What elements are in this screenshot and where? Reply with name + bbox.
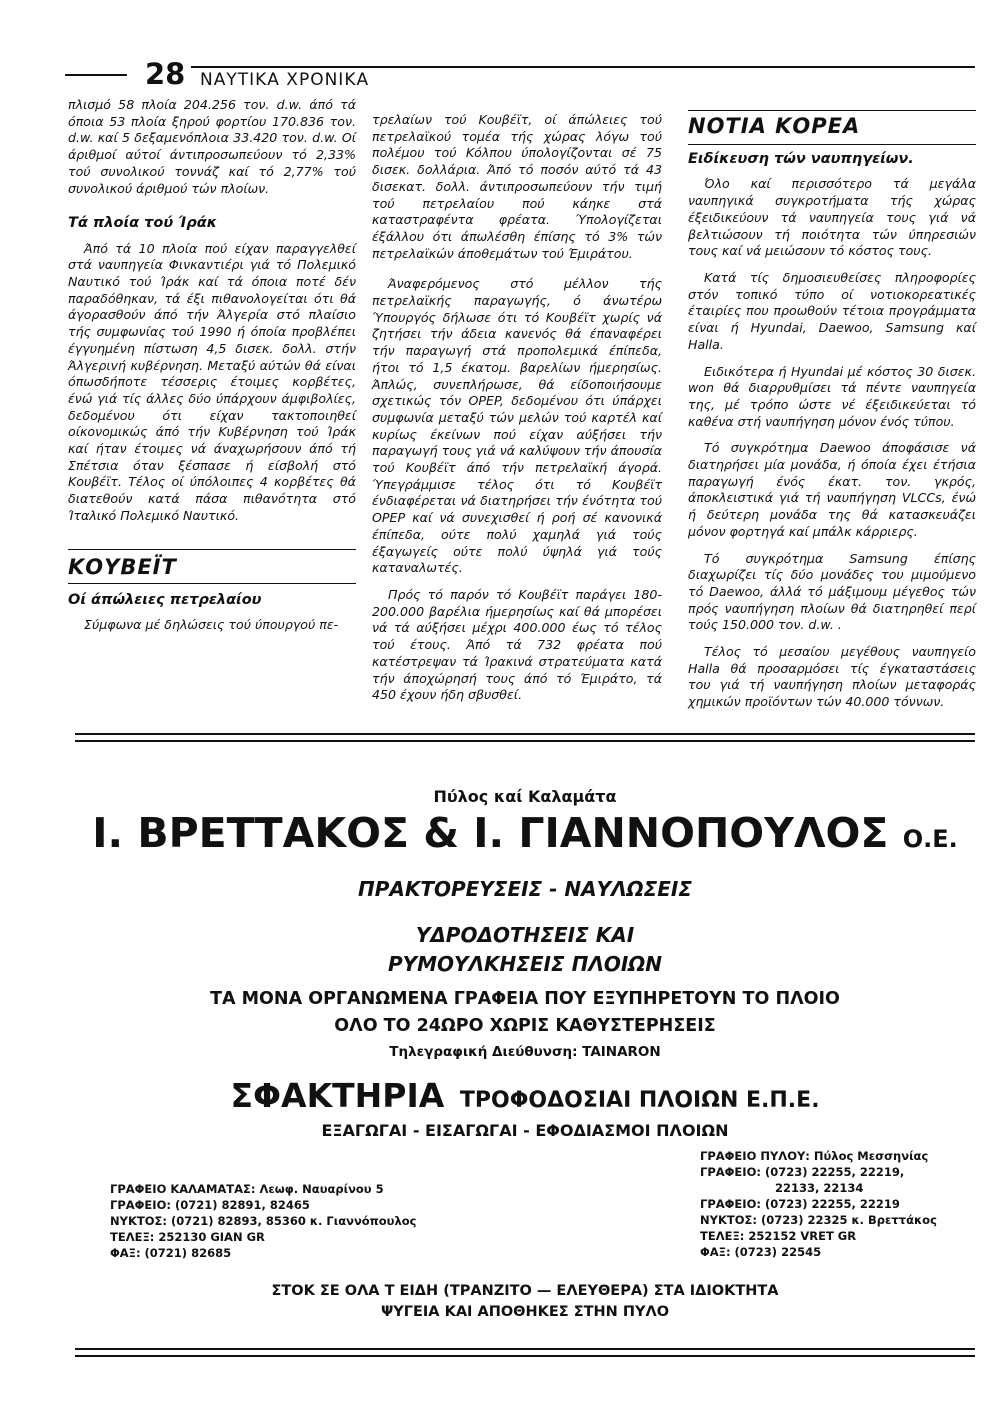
intro-paragraph: πλισμό 58 πλοία 204.256 τον. d.w. άπό τά όποια 53 πλοία ξηρού φορτίου 170.836 τον. d.w. καί 5 δεξαμενόπλοια 33.420 τον. d.w. Οί άριθμοί αύτοί άντιπροσωπεύουν τό 2,33% τού συνολικού τοννάζ καί τό 2,77% τού συνολικού άριθμού τών πλοίων. bbox=[68, 97, 356, 196]
kuwait-paragraph-2: τρελαίων τού Κουβέϊτ, οί άπώλειες τού πετρελαϊκού τομέα τής χώρας λόγω τού πολέμου τού Κόλπου ύπολογίζονται σέ 75 δισεκ. δολλάρια. Άπό τό ποσόν αύτό τά 43 δισεκατ. δολλ. άντιπροσωπεύουν τήν τιμή τού πετρελαίου πού κάηκε στά καταστραφέντα φρέατα. Ύπολογίζεται έξάλλου ότι άπωλέσθη έπίσης τό 3% τών πετρελαϊκών άποθεμάτων τού Έμιράτου. bbox=[372, 112, 662, 261]
iraq-paragraph: Άπό τά 10 πλοία πού είχαν παραγγελθεί στά ναυπηγεία Φινκαντιέρι γιά τό Πολεμικό Ναυτικό τού Ίράκ καί τά όποια ποτέ δέν παραδόθηκαν, τά έξι πιθανολογείται ότι θά άγορασθούν άπό τήν Άλγερία στό πλαίσιο τής συμφωνίας τού 1990 ή όποία προβλέπει έγγυημένη πίστωση 4,5 δισεκ. δολλ. στήν Άλγεριvή κυβέρνηση. Μεταξύ αύτών θά είναι όπωσδήποτε τέσσερις έτοιμες κορβέτες, ένώ γιά τίς άλλες δύο ύπάρχουν άμφιβολίες, δεδομένου ότι είχαν τακτοποιηθεί οίκονομικώς άπό τήν Κυβέρνηση τού Ίράκ καί ήταν έτοιμες νά άναχωρήσουν άπό τή Σπέτσια όταν ξέσπασε ή είσβολή στό Κουβέϊτ. Τέλος οί ύπόλοιπες 4 κορβέτες θά διατεθούν κατά πάσα πιθανότητα στό Ίταλικό Πολεμικό Ναυτικό. bbox=[68, 240, 356, 523]
pylos-line-2: ΓΡΑΦΕΙΟ: (0723) 22255, 22219, bbox=[700, 1165, 905, 1179]
ad-brand-line bbox=[75, 1077, 975, 1115]
ad-top-double-rule bbox=[75, 733, 975, 742]
korea-paragraph-4: Τό συγκρότημα Daewoo άποφάσισε νά διατηρήσει μία μονάδα, ή όποία έχει έτήσια παραγωγή ένός έκατ. τον. γκρός, άποκλειστικά γιά τή ναυπήγηση VLCCs, ένώ ή δεύτερη μονάδα της θά κατασκευάζει μόνον φορτηγά καί μπάλκ κάρριερς. bbox=[688, 440, 976, 539]
pylos-line-4: ΓΡΑΦΕΙΟ: (0723) 22255, 22219 bbox=[700, 1197, 900, 1211]
column-2 bbox=[372, 112, 662, 714]
kalamata-line-5: ΦΑΞ: (0721) 82685 bbox=[110, 1246, 232, 1260]
ad-stock-2: ΨΥΓΕΙΑ ΚΑΙ ΑΠΟΘΗΚΕΣ ΣΤΗΝ ΠΥΛΟ bbox=[380, 1304, 670, 1320]
kuwait-paragraph-3: Άναφερόμενος στό μέλλον τής πετρελαϊκής παραγωγής, ό άνωτέρω Ύπουργός δήλωσε ότι τό Κουβέϊτ χωρίς νά ζητήσει τήν άδεια κανενός θά έπαναφέρει τήν παραγωγή στά προπολεμικά έπίπεδα, ήτοι τό 1,5 έκατομ. βαρελίων ήμερησίως. Άπλώς, συνεπλήρωσε, θά είδοποιήσουμε σχετικώς τόν OPEP, δεδομένου ότι ύπάρχει συμφωνία μεταξύ τών μελών τού καρτέλ καί κυρίως έκείνων πού είχαν αύξήσει τήν παραγωγή τους γιά νά καλύψουν τήν άπουσία τού Κουβέϊτ άπό τήν πετρελαϊκή άγορά. Ύπεγράμμισε τέλος ότι τό Κουβέϊτ ένδιαφέρεται νά διατηρήσει τήν ένότητα τού OPEP καί νά συνεχισθεί ή ροή σέ κανονικά έπίπεδα, ούτε πολύ χαμηλά γιά τούς έξαγωγείς ούτε πολύ ύψηλά γιά τούς καταναλωτές. bbox=[372, 276, 662, 576]
pylos-line-3: 22133, 22134 bbox=[775, 1181, 864, 1195]
ad-brand: ΣΦΑΚΤΗΡΙΑ bbox=[230, 1076, 445, 1115]
ad-services-3: ΡΥΜΟΥΛΚΗΣΕΙΣ ΠΛΟΙΩΝ bbox=[387, 952, 663, 976]
publication-name: ΝΑΥΤΙΚΑ ΧΡΟΝΙΚΑ bbox=[200, 70, 370, 90]
ad-services-1: ΠΡΑΚΤΟΡΕΥΣΕΙΣ - ΝΑΥΛΩΣΕΙΣ bbox=[357, 877, 693, 901]
korea-title: ΝΟΤΙΑ ΚΟΡΕΑ bbox=[688, 114, 861, 138]
korea-paragraph-3: Ειδικότερα ή Hyundai μέ κόστος 30 δισεκ. won θά διαρρυθμίσει τά πέντε ναυπηγεία της, μέ τρόπο ώστε νέ έξειδικεύεται τό καθένα στή ναυπήγηση μόνον ένός τύπου. bbox=[688, 363, 976, 429]
ad-pylos-office bbox=[700, 1148, 937, 1260]
korea-subheading: Ειδίκευση τών ναυπηγείων. bbox=[688, 151, 914, 168]
kuwait-paragraph-4: Πρός τό παρόν τό Κουβέϊτ παράγει 180-200.000 βαρέλια ήμερησίως καί θά μπορέσει νά τά αύξήσει μέχρι 400.000 έως τό τέλος τού έτους. Άπό τά 732 φρέατα πού κατέστρεψαν τά Ίρακινά στρατεύματα κατά τήν άποχώρησή τους άπό τό Έμιράτο, τά 450 έχουν ήδη σβυσθεί. bbox=[372, 586, 662, 703]
korea-top-rule bbox=[688, 110, 976, 111]
kalamata-line-4: ΤΕΛΕΞ: 252130 GIAN GR bbox=[110, 1230, 265, 1244]
column-3 bbox=[688, 110, 976, 721]
column-1 bbox=[68, 97, 356, 644]
iraq-subheading: Τά πλοία τού Ίράκ bbox=[68, 215, 218, 232]
pylos-line-6: ΤΕΛΕΞ: 252152 VRET GR bbox=[700, 1229, 857, 1243]
ad-trade: ΕΞΑΓΩΓΑΙ - ΕΙΣΑΓΩΓΑΙ - ΕΦΟΔΙΑΣΜΟΙ ΠΛΟΙΩΝ bbox=[321, 1121, 729, 1140]
kuwait-title: ΚΟΥΒΕΪΤ bbox=[68, 554, 177, 579]
korea-paragraph-1: Όλο καί περισσότερο τά μεγάλα ναυπηγικά συγκροτήματα τής χώρας έξειδικεύουν τά ναυπηγεία τους γιά νά βελτιώσουν τή ποιότητα τών ύπηρεσιών τους καί νά μειώσουν τό κόστος τους. bbox=[688, 176, 976, 259]
ad-bottom-double-rule bbox=[75, 1348, 975, 1357]
pylos-line-5: ΝΥΚΤΟΣ: (0723) 22325 κ. Βρεττάκος bbox=[700, 1213, 937, 1227]
ad-tagline-1: ΤΑ ΜΟΝΑ ΟΡΓΑΝΩΜΕΝΑ ΓΡΑΦΕΙΑ ΠΟΥ ΕΞΥΠΗΡΕΤΟΥΝ ΤΟ ΠΛΟΙΟ bbox=[210, 989, 840, 1009]
ad-stock-1: ΣΤΟΚ ΣΕ ΟΛΑ Τ ΕΙΔΗ (ΤΡΑΝΖΙΤΟ — ΕΛΕΥΘΕΡΑ) ΣΤΑ ΙΔΙΟΚΤΗΤΑ bbox=[271, 1283, 779, 1299]
page-number: 28 bbox=[145, 57, 186, 91]
ad-telegraph: Τηλεγραφική Διεύθυνση: TAINARON bbox=[389, 1044, 661, 1060]
kuwait-section-header bbox=[68, 549, 356, 584]
kuwait-paragraph: Σύμφωνα μέ δηλώσεις τού ύπουργού πε- bbox=[84, 617, 339, 633]
kalamata-line-2: ΓΡΑΦΕΙΟ: (0721) 82891, 82465 bbox=[110, 1198, 310, 1212]
kalamata-line-3: ΝΥΚΤΟΣ: (0721) 82893, 85360 κ. Γιαννόπουλος bbox=[110, 1214, 417, 1228]
korea-bottom-rule bbox=[688, 144, 976, 145]
korea-paragraph-5: Τό συγκρότημα Samsung έπίσης διαχωρίζει τίς δύο μονάδες του μιμούμενο τό Daewoo, άλλά τό μάξιμουμ μέγεθος τών πρός ναυπήγηση πλοίων θά διατηρηθεί περί τούς 150.000 τον. d.w. . bbox=[688, 550, 976, 633]
ad-brand-rest: ΤΡΟΦΟΔΟΣΙΑΙ ΠΛΟΙΩΝ Ε.Π.Ε. bbox=[459, 1088, 820, 1113]
kalamata-line-1: ΓΡΑΦΕΙΟ ΚΑΛΑΜΑΤΑΣ: Λεωφ. Ναυαρίνου 5 bbox=[110, 1182, 384, 1196]
pylos-line-7: ΦΑΞ: (0723) 22545 bbox=[700, 1245, 822, 1259]
header-rule-left bbox=[65, 74, 127, 76]
ad-company-suffix: Ο.Ε. bbox=[902, 825, 958, 853]
ad-company-main: Ι. ΒΡΕΤΤΑΚΟΣ & Ι. ΓΙΑΝΝΟΠΟΥΛΟΣ bbox=[92, 809, 889, 857]
ad-company-name bbox=[75, 810, 975, 857]
korea-paragraph-6: Τέλος τό μεσαίου μεγέθους ναυπηγείο Halla θά προσαρμόσει τίς έγκαταστάσεις του γιά τή ναυπήγηση πλοίων μεταφοράς χημικών προϊόντων τών 40.000 τόννων. bbox=[688, 644, 976, 710]
header-rule-right bbox=[191, 66, 975, 68]
ad-kalamata-office bbox=[110, 1181, 416, 1261]
ad-location: Πύλος καί Καλαμάτα bbox=[433, 787, 617, 806]
ad-tagline-2: ΟΛΟ ΤΟ 24ΩΡΟ ΧΩΡΙΣ ΚΑΘΥΣΤΕΡΗΣΕΙΣ bbox=[334, 1016, 716, 1036]
pylos-line-1: ΓΡΑΦΕΙΟ ΠΥΛΟΥ: Πύλος Μεσσηνίας bbox=[700, 1149, 929, 1163]
korea-paragraph-2: Κατά τίς δημοσιευθείσες πληροφορίες στόν τοπικό τύπο οί νοτιοκορεατικές έταιρίες που προωθούν τέτοια προγράμματα είναι ή Hyundai, Daewoo, Samsung καί Halla. bbox=[688, 270, 976, 352]
ad-services-2: ΥΔΡΟΔΟΤΗΣΕΙΣ ΚΑΙ bbox=[415, 923, 635, 947]
kuwait-subheading: Οί άπώλειες πετρελαίου bbox=[68, 591, 262, 608]
